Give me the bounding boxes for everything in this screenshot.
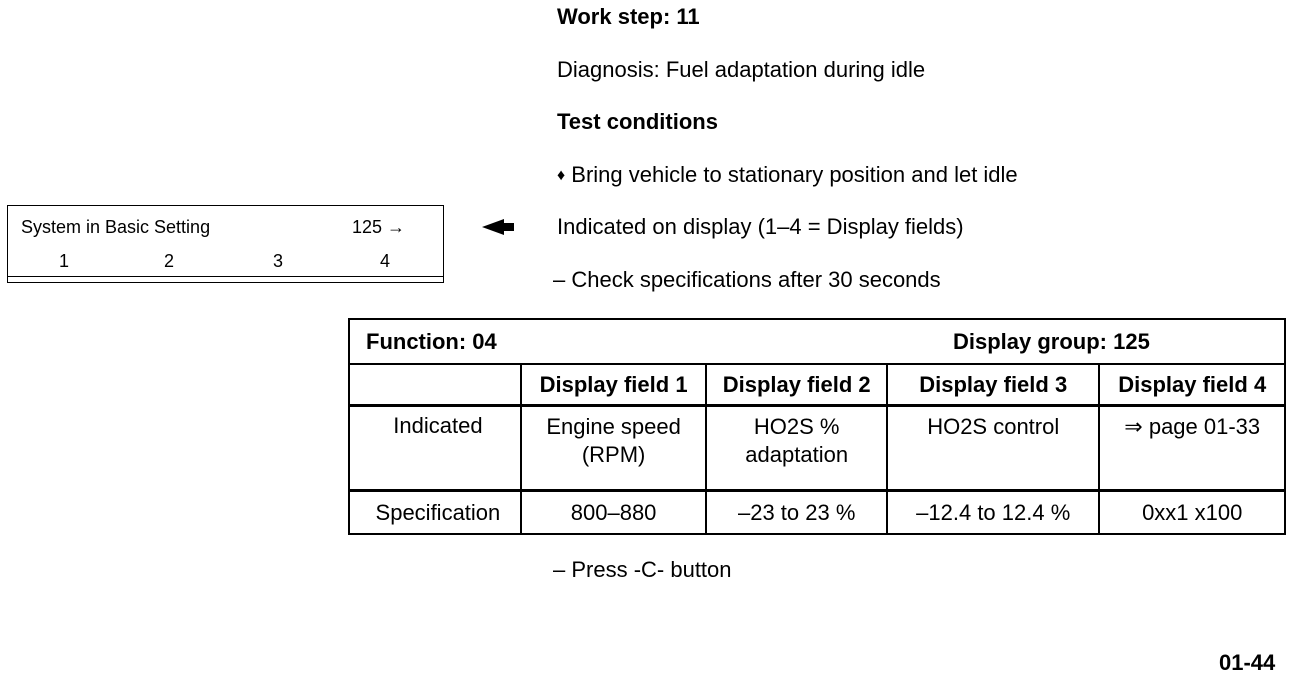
function-header-cell <box>349 319 1285 364</box>
check-instruction: – Check specifications after 30 seconds <box>553 267 941 292</box>
display-field-number: 1 <box>59 251 70 271</box>
bullet-item <box>557 162 1018 188</box>
header-cell-empty <box>349 364 521 406</box>
page-reference-cell: ⇒ page 01-33 <box>1099 406 1285 491</box>
pointer-arrow-icon <box>482 217 514 237</box>
table-row <box>349 406 1285 491</box>
table-cell: HO2S control <box>887 406 1099 491</box>
table-row <box>349 491 1285 535</box>
display-field-number: 4 <box>380 251 391 271</box>
row-label-indicated: Indicated <box>349 406 521 491</box>
table-cell: 800–880 <box>521 491 707 535</box>
diamond-bullet-icon: ♦ <box>557 167 566 184</box>
specification-table <box>348 318 1286 535</box>
diagnosis-line: Diagnosis: Fuel adaptation during idle <box>557 57 926 82</box>
display-divider <box>8 276 443 277</box>
display-status-text: System in Basic Setting <box>21 217 211 237</box>
display-field-number: 3 <box>273 251 284 271</box>
header-cell: Display field 2 <box>706 364 887 406</box>
display-screen-box <box>7 205 444 283</box>
page-number: 01-44 <box>1219 650 1276 675</box>
header-cell: Display field 1 <box>521 364 707 406</box>
test-conditions-heading: Test conditions <box>557 109 718 134</box>
table-cell: 0xx1 x100 <box>1099 491 1285 535</box>
indicated-note: Indicated on display (1–4 = Display fields) <box>557 214 964 239</box>
display-group-label: Display group: 125 <box>953 329 1150 354</box>
display-group-value: 125 → <box>352 217 406 237</box>
press-button-instruction: – Press -C- button <box>553 557 732 582</box>
work-step-heading: Work step: 11 <box>557 4 700 29</box>
bullet-text: Bring vehicle to stationary position and let idle <box>571 162 1018 187</box>
table-cell: –23 to 23 % <box>706 491 887 535</box>
header-cell: Display field 3 <box>887 364 1099 406</box>
table-cell: HO2S % adaptation <box>706 406 887 491</box>
header-cell: Display field 4 <box>1099 364 1285 406</box>
display-field-number: 2 <box>164 251 175 271</box>
table-cell: –12.4 to 12.4 % <box>887 491 1099 535</box>
row-label-specification: Specification <box>349 491 521 535</box>
function-label: Function: 04 <box>366 329 497 354</box>
table-cell: Engine speed (RPM) <box>521 406 707 491</box>
